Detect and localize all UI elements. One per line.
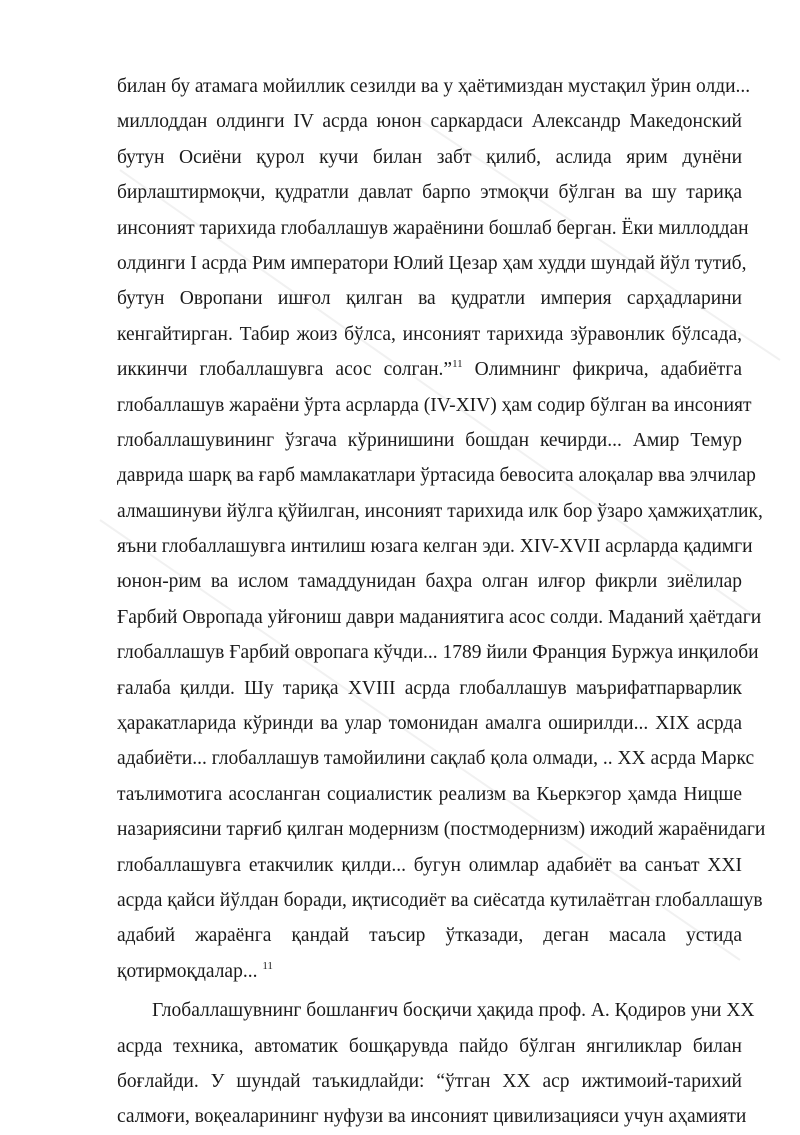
- text-segment: иккинчи глобаллашувга асос солган.”: [117, 359, 453, 381]
- text-line: юнон-рим ва ислом тамаддунидан баҳра олган илғор фикрли зиёлилар: [117, 571, 742, 593]
- body-text: [117, 69, 766, 1135]
- text-line: бутун Овропани ишғол қилган ва қудратли империя сарҳадларини: [117, 288, 742, 310]
- text-line: ҳаракатларида кўринди ва улар томонидан амалга оширилди... XIX асрда: [117, 713, 742, 735]
- text-line: глобаллашувининг ўзгача кўринишини бошдан кечирди... Амир Темур: [117, 429, 742, 451]
- text-line: асрда техника, автоматик бошқарувда пайдо бўлган янгиликлар билан: [117, 1035, 742, 1057]
- text-line: глобаллашув жараёни ўрта асрларда (IV-XIV) ҳам содир бўлган ва инсоният: [117, 394, 752, 416]
- footnote-reference[interactable]: 11: [262, 959, 273, 972]
- text-line-last: [117, 954, 742, 989]
- footnote-reference[interactable]: 11: [452, 358, 463, 371]
- text-line: салмоғи, воқеаларининг нуфузи ва инсоният цивилизацияси учун аҳамияти: [117, 1106, 747, 1128]
- text-line: кенгайтирган. Табир жоиз бўлса, инсоният тарихида зўравонлик бўлсада,: [117, 323, 742, 345]
- text-line: адабий жараёнга қандай таъсир ўтказади, деган масала устида: [117, 925, 742, 947]
- text-line: инсоният тарихида глобаллашув жараёнини бошлаб берган. Ёки миллоддан: [117, 217, 749, 239]
- text-line: бирлаштирмоқчи, қудратли давлат барпо этмоқчи бўлган ва шу тариқа: [117, 182, 742, 204]
- text-line: назариясини тарғиб қилган модернизм (постмодернизм) ижодий жараёнидаги: [117, 819, 766, 841]
- text-line: билан бу атамага мойиллик сезилди ва у ҳаётимиздан мустақил ўрин олди...: [117, 76, 751, 97]
- text-line: асрда қайси йўлдан боради, иқтисодиёт ва сиёсатда кутилаётган глобаллашув: [117, 889, 763, 911]
- text-line: яъни глобаллашувга интилиш юзага келган эди. XIV-XVII асрларда қадимги: [117, 536, 753, 558]
- text-line-with-footnote: [117, 352, 742, 387]
- text-line: боғлайди. У шундай таъкидлайди: “ўтган XX аср ижтимоий-тарихий: [117, 1070, 742, 1092]
- text-segment: қотирмоқдалар...: [117, 960, 263, 982]
- text-line: миллоддан олдинги IV асрда юнон саркардаси Александр Македонский: [117, 111, 742, 133]
- text-line: даврида шарқ ва ғарб мамлакатлари ўртасида бевосита алоқалар вва элчилар: [117, 465, 756, 487]
- text-line: глобаллашувга етакчилик қилди... бугун олимлар адабиёт ва санъат XXI: [117, 854, 742, 876]
- text-line: ғалаба қилди. Шу тариқа XVIII асрда глобаллашув маърифатпарварлик: [117, 677, 742, 699]
- text-line: Ғарбий Овропада уйғониш даври маданиятига асос солди. Маданий ҳаётдаги: [117, 606, 762, 628]
- text-line: таълимотига асосланган социалистик реализм ва Кьеркэгор ҳамда Ницше: [117, 783, 742, 805]
- text-line: бутун Осиёни қурол кучи билан забт қилиб, аслида ярим дунёни: [117, 146, 742, 168]
- text-line: алмашинуви йўлга қўйилган, инсоният тарихида илк бор ўзаро ҳамжиҳатлик,: [117, 500, 763, 522]
- text-line: глобаллашув Ғарбий овропага кўчди... 1789 йили Франция Буржуа инқилоби: [117, 642, 759, 664]
- text-line: олдинги I асрда Рим императори Юлий Цезар ҳам худди шундай йўл тутиб,: [117, 252, 747, 274]
- text-segment: Олимнинг фикрича, адабиётга: [462, 359, 742, 381]
- text-line: адабиёти... глобаллашув тамойилини сақлаб қола олмади, .. XX асрда Маркс: [117, 748, 755, 770]
- paragraph-first-line: Глобаллашувнинг бошланғич босқичи ҳақида проф. А. Қодиров уни XX: [152, 1000, 755, 1022]
